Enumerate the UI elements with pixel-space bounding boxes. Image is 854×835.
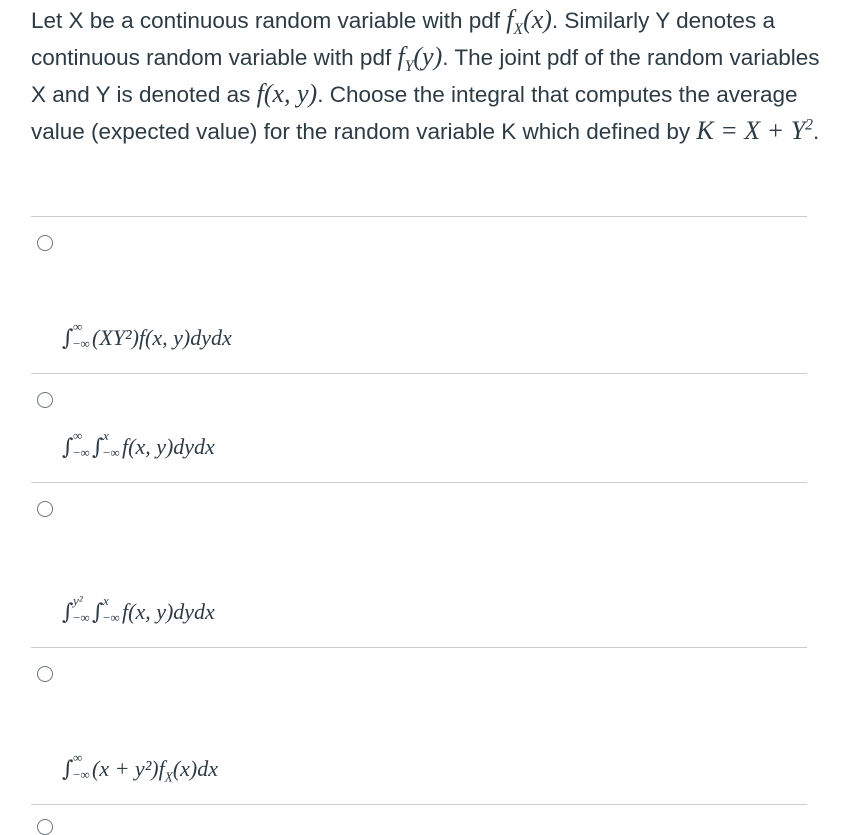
pdf-y-formula: $f_Y(y)$ xyxy=(397,42,443,76)
divider xyxy=(31,373,807,374)
integral-sign: ∫ x −∞ xyxy=(92,428,120,460)
option-4-integrand-tail: (x)dx xyxy=(172,756,218,781)
option-4-integrand: (x + y²)f xyxy=(92,756,165,781)
option-1-radio[interactable] xyxy=(37,235,53,251)
divider xyxy=(31,804,807,805)
integral-sign: ∫ ∞ −∞ xyxy=(62,319,90,351)
question-part-5: . xyxy=(812,119,820,144)
question-part-4: . Choose the integral that computes the average value (expected value) for the random variable K which defined by xyxy=(31,82,798,144)
question-part-1: Let X be a continuous random variable with pdf xyxy=(31,8,507,33)
integral-sign: ∫ x −∞ xyxy=(92,593,120,625)
divider xyxy=(31,482,807,483)
integral-sign: ∫ y² −∞ xyxy=(62,593,90,625)
divider xyxy=(31,647,807,648)
option-3-integrand: f(x, y)dydx xyxy=(122,599,215,624)
integral-sign: ∫ ∞ −∞ xyxy=(62,428,90,460)
question-part-2: . Similarly Y denotes a continuous random variable with pdf xyxy=(31,8,775,70)
question-text xyxy=(31,2,821,150)
option-3-radio[interactable] xyxy=(37,501,53,517)
option-4-radio[interactable] xyxy=(37,666,53,682)
option-4-integrand-sub: X xyxy=(164,769,173,785)
divider xyxy=(31,216,807,217)
joint-pdf-formula: f(x, y) xyxy=(256,79,318,108)
option-4-formula[interactable] xyxy=(62,750,218,785)
option-5-radio-partial[interactable] xyxy=(37,819,53,835)
option-2-integrand: f(x, y)dydx xyxy=(122,434,215,459)
integral-sign: ∫ ∞ −∞ xyxy=(62,750,90,782)
question-part-3: . The joint pdf of the random variables X and Y is denoted as xyxy=(31,45,820,107)
option-2-radio[interactable] xyxy=(37,392,53,408)
option-3-formula[interactable] xyxy=(62,593,215,625)
option-1-integrand: (XY²)f(x, y)dydx xyxy=(92,325,232,350)
option-2-formula[interactable] xyxy=(62,428,215,460)
pdf-x-formula: $f_X(x)$ xyxy=(506,5,552,39)
k-definition-formula: $K = X + Y^2$ xyxy=(696,116,813,145)
option-1-formula[interactable] xyxy=(62,319,232,351)
